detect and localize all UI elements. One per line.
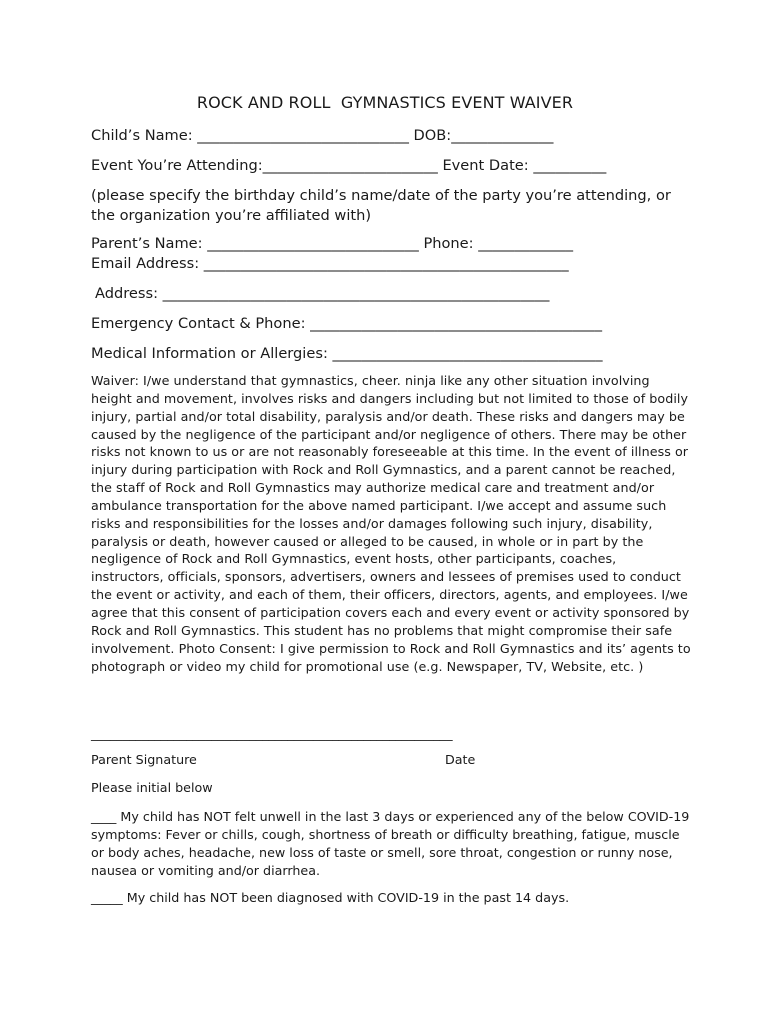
covid-symptoms-item[interactable]: ____ My child has NOT felt unwell in the last 3 days or experienced any of the below COVID-19 symptoms: Fever or chills, cough, shortness of breath or difficulty breathing, fatigue, muscle or body aches, headache, new loss of taste or smell, sore throat, congestion or runny nose, nausea or vomiting and/or diarrhea. — [91, 809, 690, 878]
initial-prompt: Please initial below — [91, 780, 213, 795]
parent-signature-label: Parent Signature — [91, 752, 197, 767]
waiver-text: Waiver: I/we understand that gymnastics, cheer. ninja like any other situation involving height and movement, involves risks and dangers including but not limited to those of bodily injury, partial and/or total disability, paralysis and/or death. These risks and dangers may be caused by the negligence of the participant and/or negligence of others. There may be other risks not known to us or are not reasonably foreseeable at this time. In the event of illness or injury during participation with Rock and Roll Gymnastics, and a parent cannot be reached, the staff of Rock and Roll Gymnastics may authorize medical care and treatment and/or ambulance transportation for the above named participant. I/we accept and assume such risks and responsibilities for the losses and/or damages following such injury, disability, paralysis or death, however caused or alleged to be caused, in whole or in part by the negligence of Rock and Roll Gymnastics, event hosts, other participants, coaches, instructors, officials, sponsors, advertisers, owners and lessees of premises used to conduct the event or activity, and each of them, their officers, directors, agents, and employees. I/we agree that this consent of participation covers each and every event or activity sponsored by Rock and Roll Gymnastics. This student has no problems that might compromise their safe involvement. Photo Consent: I give permission to Rock and Roll Gymnastics and its’ agents to photograph or video my child for promotional use (e.g. Newspaper, TV, Website, etc. ) — [91, 373, 691, 674]
medical-info-field[interactable]: Medical Information or Allergies: _____________________________________ — [91, 345, 603, 362]
covid-diagnosis-item[interactable]: _____ My child has NOT been diagnosed with COVID-19 in the past 14 days. — [91, 890, 570, 905]
event-instruction-note: (please specify the birthday child’s name/date of the party you’re attending, or the organization you’re affiliated with) — [91, 187, 671, 224]
email-field[interactable]: Email Address: __________________________________________________ — [91, 255, 569, 272]
emergency-contact-field[interactable]: Emergency Contact & Phone: ________________________________________ — [91, 315, 603, 332]
signature-line[interactable]: _________________________________________________________ — [91, 726, 453, 741]
parent-name-phone-field[interactable]: Parent’s Name: _____________________________ Phone: _____________ — [91, 235, 574, 252]
date-label: Date — [445, 752, 476, 767]
page-title: ROCK AND ROLL GYMNASTICS EVENT WAIVER — [196, 93, 574, 112]
event-attending-field[interactable]: Event You’re Attending:________________________ Event Date: __________ — [91, 157, 607, 174]
address-field[interactable]: Address: _____________________________________________________ — [95, 285, 550, 302]
child-name-dob-field[interactable]: Child’s Name: _____________________________ DOB:______________ — [91, 127, 554, 144]
